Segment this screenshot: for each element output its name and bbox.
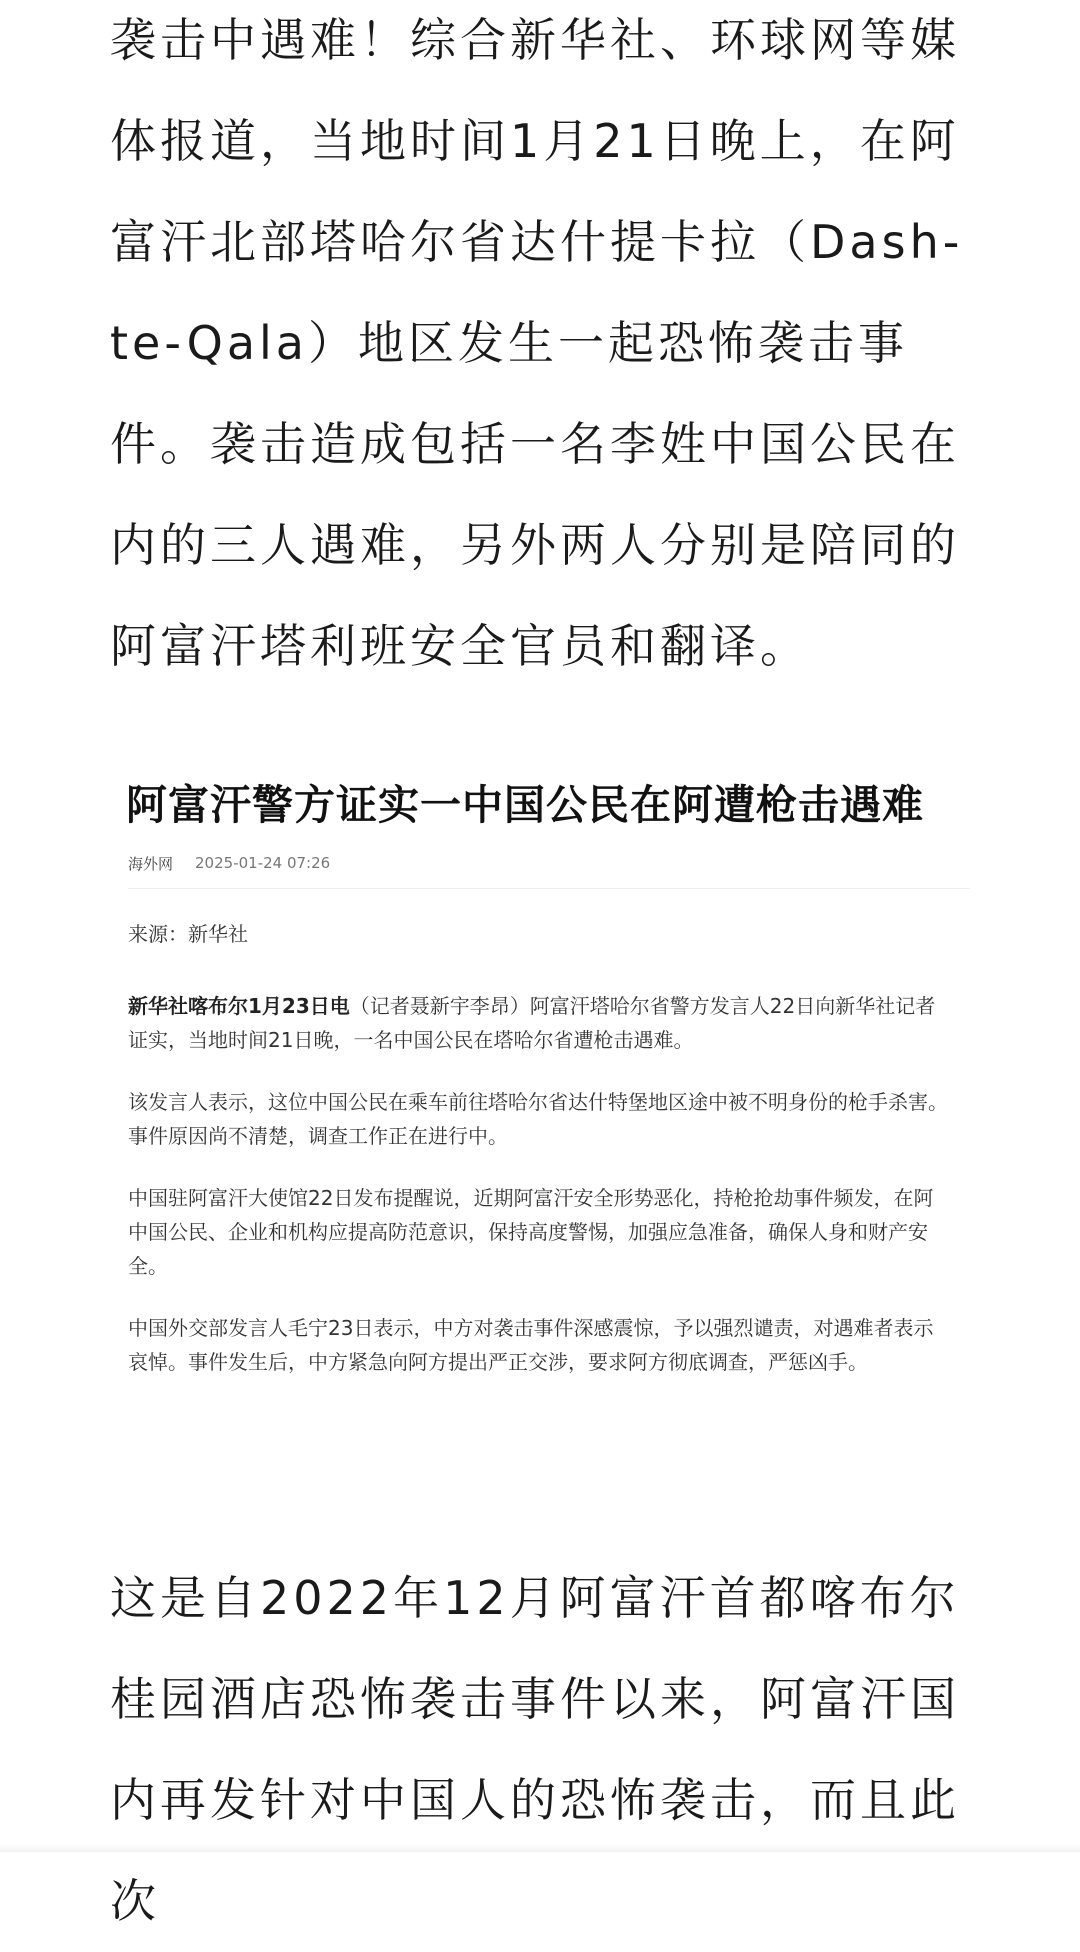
embedded-news-origin: 来源：新华社 [128, 922, 248, 946]
embedded-news-paragraph-4: 中国外交部发言人毛宁23日表示，中方对袭击事件深感震惊，予以强烈谴责，对遇难者表示哀悼。事件发生后，中方紧急向阿方提出严正交涉，要求阿方彻底调查，严惩凶手。 [128, 1316, 934, 1374]
embedded-news-divider [128, 888, 970, 889]
embedded-news-source: 海外网 [128, 854, 174, 873]
article-paragraph-bottom: 这是自2022年12月阿富汗首都喀布尔桂园酒店恐怖袭击事件以来，阿富汗国内再发针对中国人的恐怖袭击，而且此次 [110, 1571, 960, 1928]
embedded-news-screenshot [110, 770, 970, 1379]
embedded-news-meta [110, 848, 970, 878]
embedded-news-dateline: 新华社喀布尔1月23日电 [128, 994, 350, 1018]
bottom-edge-shadow [0, 1844, 1080, 1852]
embedded-news-title: 阿富汗警方证实一中国公民在阿遭枪击遇难 [126, 781, 924, 829]
embedded-news-paragraph-3: 中国驻阿富汗大使馆22日发布提醒说，近期阿富汗安全形势恶化，持枪抢劫事件频发，在阿中国公民、企业和机构应提高防范意识，保持高度警惕，加强应急准备，确保人身和财产安全。 [128, 1186, 934, 1278]
embedded-news-paragraph-1-text: （记者聂新宇李昂）阿富汗塔哈尔省警方发言人22日向新华社记者证实，当地时间21日晚，一名中国公民在塔哈尔省遭枪击遇难。 [128, 994, 936, 1052]
embedded-news-paragraph-1 [128, 989, 952, 1057]
embedded-news-paragraph-2: 该发言人表示，这位中国公民在乘车前往塔哈尔省达什特堡地区途中被不明身份的枪手杀害。事件原因尚不清楚，调查工作正在进行中。 [128, 1090, 948, 1148]
article-paragraph-top: 袭击中遇难！综合新华社、环球网等媒体报道，当地时间1月21日晚上，在阿富汗北部塔哈尔省达什提卡拉（Dash-te-Qala）地区发生一起恐怖袭击事件。袭击造成包括一名李姓中国公民在内的三人遇难，另外两人分别是陪同的阿富汗塔利班安全官员和翻译。 [110, 13, 964, 673]
embedded-news-body [110, 917, 952, 1379]
embedded-news-datetime: 2025-01-24 07:26 [195, 854, 331, 872]
